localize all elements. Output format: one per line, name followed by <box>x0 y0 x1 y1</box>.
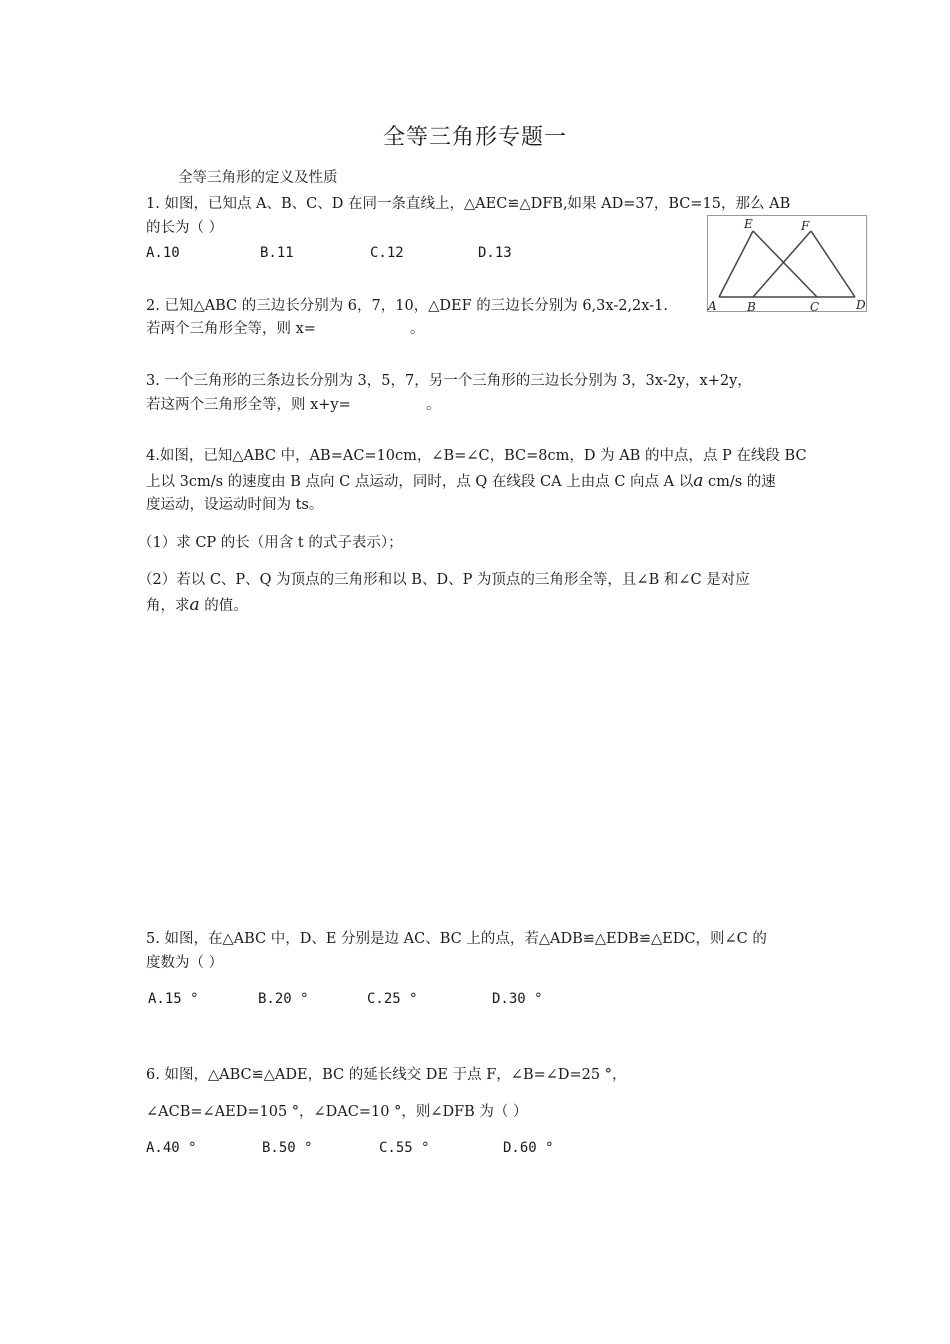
q5-text-line1: 5. 如图，在△ABC 中，D、E 分别是边 AC、BC 上的点，若△ADB≌△EDB≌△EDC，则∠C 的 <box>146 931 767 947</box>
label-b: B <box>747 300 756 312</box>
q3-blank-end: 。 <box>426 397 441 413</box>
q1-text-line1: 1. 如图，已知点 A、B、C、D 在同一条直线上，△AEC≌△DFB,如果 AD=37，BC=15，那么 AB <box>146 196 791 212</box>
q5-text-line2: 度数为（ ） <box>146 955 224 971</box>
q3-text-line1: 3. 一个三角形的三条边长分别为 3，5，7，另一个三角形的三边长分别为 3，3x-2y，x+2y， <box>146 373 752 389</box>
q4-text-line3: 度运动，设运动时间为 ts。 <box>146 497 324 513</box>
label-e: E <box>744 217 753 231</box>
label-c: C <box>810 300 820 312</box>
q2-blank-end: 。 <box>410 321 425 337</box>
q4-sub2-start: 角，求 <box>146 598 190 614</box>
q1-option-c: C.12 <box>370 245 404 261</box>
q6-text-line2: ∠ACB=∠AED=105 °，∠DAC=10 °，则∠DFB 为（ ） <box>146 1104 528 1120</box>
q4-text-line2 <box>146 471 776 492</box>
q6-option-a: A.40 ° <box>146 1140 197 1156</box>
q1-option-a: A.10 <box>146 245 180 261</box>
label-a: A <box>708 299 717 312</box>
q5-option-a: A.15 ° <box>148 991 199 1007</box>
page-title: 全等三角形专题一 <box>382 125 567 150</box>
q5-option-c: C.25 ° <box>367 991 418 1007</box>
q1-figure <box>707 215 867 312</box>
q5-option-d: D.30 ° <box>492 991 543 1007</box>
q4-line2-end: cm/s 的速 <box>703 474 776 490</box>
q1-option-b: B.11 <box>260 245 294 261</box>
q4-sub2-end: 的值。 <box>199 598 248 614</box>
q4-sub2-variable-a: a <box>189 595 200 615</box>
q4-variable-a: a <box>693 471 704 491</box>
section-heading: 全等三角形的定义及性质 <box>178 170 338 186</box>
q4-subquestion-2-line2 <box>146 595 248 616</box>
q2-text-line2: 若两个三角形全等，则 x= <box>146 321 316 337</box>
q4-subquestion-1: （1）求 CP 的长（用含 t 的式子表示）； <box>138 535 403 551</box>
q4-line2-main: 上以 3cm/s 的速度由 B 点向 C 点运动，同时，点 Q 在线段 CA 上由点 C 向点 A 以 <box>146 474 694 490</box>
q4-text-line1: 4.如图，已知△ABC 中，AB=AC=10cm，∠B=∠C，BC=8cm，D 为 AB 的中点，点 P 在线段 BC <box>146 448 807 464</box>
label-d: D <box>856 298 866 312</box>
q6-option-b: B.50 ° <box>262 1140 313 1156</box>
label-f: F <box>801 219 810 233</box>
q2-text-line1: 2. 已知△ABC 的三边长分别为 6，7，10，△DEF 的三边长分别为 6,3x-2,2x-1. <box>146 298 668 314</box>
q1-text-line2: 的长为（ ） <box>146 220 224 236</box>
q4-subquestion-2-line1: （2）若以 C、P、Q 为顶点的三角形和以 B、D、P 为顶点的三角形全等，且∠B 和∠C 是对应 <box>138 572 750 588</box>
q3-text-line2: 若这两个三角形全等，则 x+y= <box>146 397 351 413</box>
q6-text-line1: 6. 如图，△ABC≌△ADE，BC 的延长线交 DE 于点 F，∠B=∠D=25 °， <box>146 1067 627 1083</box>
q6-option-d: D.60 ° <box>503 1140 554 1156</box>
q6-option-c: C.55 ° <box>379 1140 430 1156</box>
q5-option-b: B.20 ° <box>258 991 309 1007</box>
q1-option-d: D.13 <box>478 245 512 261</box>
